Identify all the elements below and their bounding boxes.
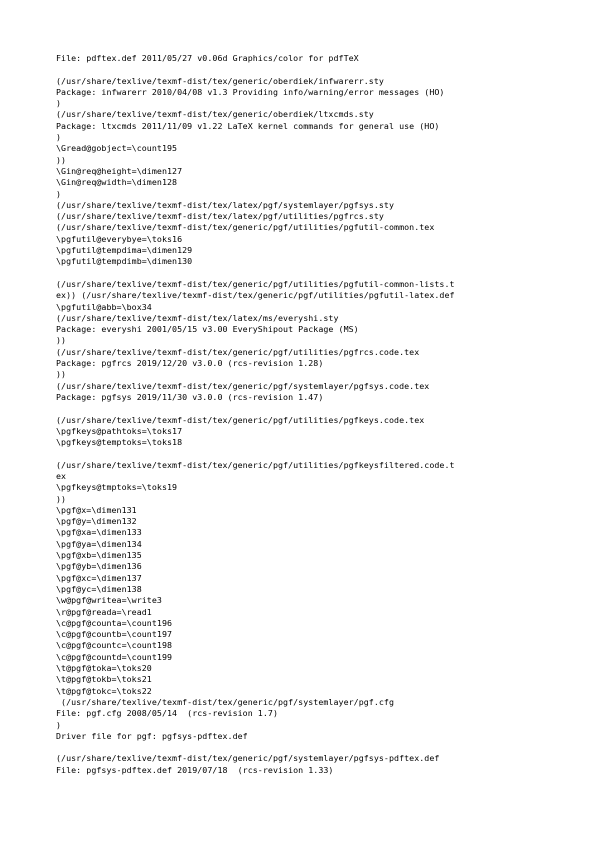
log-line: (/usr/share/texlive/texmf-dist/tex/latex/pgf/systemlayer/pgfsys.sty	[56, 199, 395, 210]
log-line: \t@pgf@tokc=\toks22	[56, 685, 152, 696]
log-line: \w@pgf@writea=\write3	[56, 595, 162, 606]
log-line: (/usr/share/texlive/texmf-dist/tex/generic/oberdiek/infwarerr.sty	[56, 75, 384, 86]
log-line: ))	[56, 369, 67, 380]
log-line: \c@pgf@counta=\count196	[56, 617, 173, 628]
log-line: \pgfutil@abb=\box34	[56, 301, 152, 312]
log-line: ex	[56, 470, 67, 481]
log-line: \Gin@req@width=\dimen128	[56, 177, 178, 188]
log-line: Package: pgfrcs 2019/12/20 v3.0.0 (rcs-revision 1.28)	[56, 358, 324, 369]
log-line: File: pgfsys-pdftex.def 2019/07/18 (rcs-revision 1.33)	[56, 764, 334, 775]
log-line: (/usr/share/texlive/texmf-dist/tex/generic/pgf/systemlayer/pgfsys-pdftex.def	[56, 753, 440, 764]
log-line: \pgfkeys@temptoks=\toks18	[56, 437, 183, 448]
log-line: Driver file for pgf: pgfsys-pdftex.def	[56, 730, 248, 741]
log-line: \pgfutil@tempdima=\dimen129	[56, 245, 193, 256]
log-line: )	[56, 719, 62, 730]
log-line: \pgfkeys@pathtoks=\toks17	[56, 425, 183, 436]
log-line: File: pgf.cfg 2008/05/14 (rcs-revision 1.7)	[56, 708, 278, 719]
log-line: Package: ltxcmds 2011/11/09 v1.22 LaTeX kernel commands for general use (HO)	[56, 120, 440, 131]
log-line: \r@pgf@reada=\read1	[56, 606, 152, 617]
log-line: (/usr/share/texlive/texmf-dist/tex/generic/pgf/utilities/pgfrcs.code.tex	[56, 346, 420, 357]
log-line: \c@pgf@countc=\count198	[56, 640, 173, 651]
log-line: File: pdftex.def 2011/05/27 v0.06d Graphics/color for pdfTeX	[56, 53, 359, 63]
log-line: \Gread@gobject=\count195	[56, 143, 178, 154]
log-line: ))	[56, 335, 67, 346]
log-line: \pgfkeys@tmptoks=\toks19	[56, 482, 178, 493]
log-line: \pgf@xb=\dimen135	[56, 550, 142, 561]
log-line	[56, 64, 556, 75]
log-line: \pgf@xa=\dimen133	[56, 527, 142, 538]
log-line: Package: pgfsys 2019/11/30 v3.0.0 (rcs-revision 1.47)	[56, 391, 324, 402]
log-line	[56, 268, 556, 279]
log-line: (/usr/share/texlive/texmf-dist/tex/generic/pgf/utilities/pgfutil-common.tex	[56, 222, 435, 233]
log-line: (/usr/share/texlive/texmf-dist/tex/latex/pgf/utilities/pgfrcs.sty	[56, 211, 384, 222]
log-line: \pgf@xc=\dimen137	[56, 572, 142, 583]
log-line	[56, 403, 556, 414]
log-line: \t@pgf@tokb=\toks21	[56, 674, 152, 685]
log-line: \t@pgf@toka=\toks20	[56, 663, 152, 674]
log-line: (/usr/share/texlive/texmf-dist/tex/generic/pgf/systemlayer/pgfsys.code.tex	[56, 380, 430, 391]
log-line: ))	[56, 493, 67, 504]
log-line: )	[56, 132, 62, 143]
log-line: (/usr/share/texlive/texmf-dist/tex/generic/pgf/utilities/pgfkeysfiltered.code.t	[56, 459, 455, 470]
log-line: ex)) (/usr/share/texlive/texmf-dist/tex/generic/pgf/utilities/pgfutil-latex.def	[56, 290, 455, 301]
log-line: \pgf@yb=\dimen136	[56, 561, 142, 572]
log-line: \c@pgf@countb=\count197	[56, 629, 173, 640]
log-line: Package: infwarerr 2010/04/08 v1.3 Providing info/warning/error messages (HO)	[56, 86, 445, 97]
log-line	[56, 742, 556, 753]
log-line: Package: everyshi 2001/05/15 v3.00 EveryShipout Package (MS)	[56, 324, 359, 335]
log-line: )	[56, 98, 62, 109]
log-line	[56, 448, 556, 459]
log-text-block	[56, 53, 556, 776]
log-line: (/usr/share/texlive/texmf-dist/tex/generic/oberdiek/ltxcmds.sty	[56, 109, 374, 120]
log-line: (/usr/share/texlive/texmf-dist/tex/latex/ms/everyshi.sty	[56, 312, 339, 323]
log-line: \pgfutil@everybye=\toks16	[56, 233, 183, 244]
log-line: \Gin@req@height=\dimen127	[56, 165, 183, 176]
log-line: (/usr/share/texlive/texmf-dist/tex/generic/pgf/systemlayer/pgf.cfg	[56, 696, 395, 707]
log-line: ))	[56, 154, 67, 165]
log-line: )	[56, 188, 62, 199]
log-line: \pgf@yc=\dimen138	[56, 583, 142, 594]
log-line: \pgf@ya=\dimen134	[56, 538, 142, 549]
log-line: \c@pgf@countd=\count199	[56, 651, 173, 662]
log-line: \pgf@y=\dimen132	[56, 516, 137, 527]
log-line: (/usr/share/texlive/texmf-dist/tex/generic/pgf/utilities/pgfutil-common-lists.t	[56, 278, 455, 289]
log-line: (/usr/share/texlive/texmf-dist/tex/generic/pgf/utilities/pgfkeys.code.tex	[56, 414, 425, 425]
log-line: \pgfutil@tempdimb=\dimen130	[56, 256, 193, 267]
log-line: \pgf@x=\dimen131	[56, 504, 137, 515]
